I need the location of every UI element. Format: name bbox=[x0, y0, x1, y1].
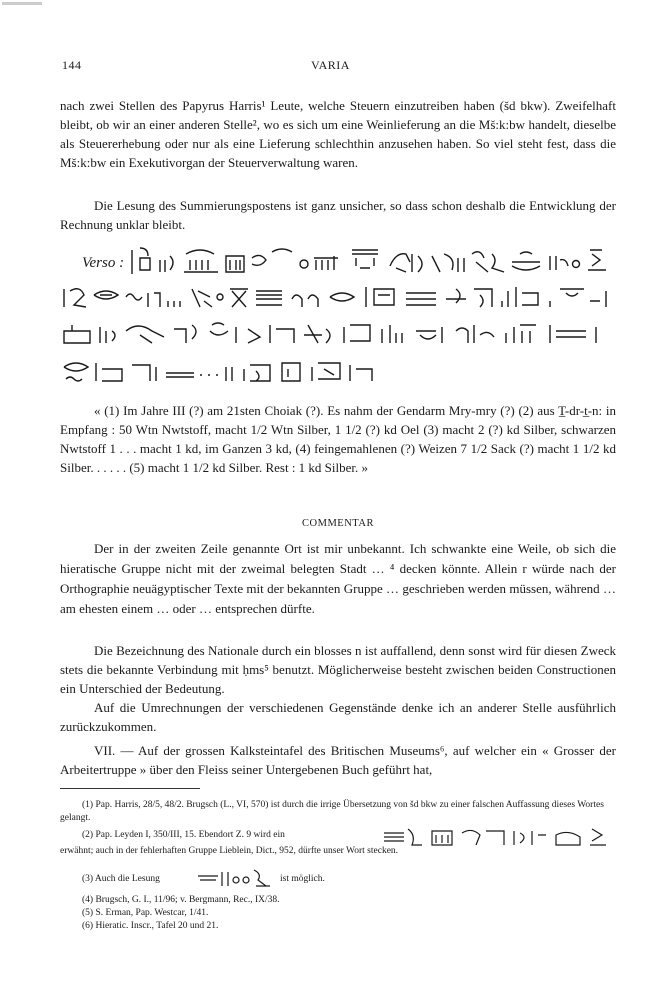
footnote-3-hieroglyphs bbox=[196, 866, 276, 895]
footnote-5: (5) S. Erman, Pap. Westcar, 1/41. bbox=[82, 908, 209, 918]
footnote-2-continued: erwähnt; auch in der fehlerhaften Gruppe Lieblein, Dict., 952, dürfte unser Wort stecken. bbox=[60, 846, 399, 856]
hieroglyph-line-3-glyphs bbox=[60, 317, 616, 347]
footnote-2: (2) Pap. Leyden I, 350/III, 15. Ebendort Z. 9 wird ein bbox=[82, 830, 285, 840]
footnote-6: (6) Hieratic. Inscr., Tafel 20 und 21. bbox=[82, 921, 219, 931]
footnote-4: (4) Brugsch, G. I., 11/96; v. Bergmann, Rec., IX/38. bbox=[82, 895, 280, 905]
comment-paragraph-3: Auf die Umrechnungen der verschiedenen Gegenstände denke ich an anderer Stelle ausführlich zurückzukommen. bbox=[60, 700, 616, 734]
footnote-3: (3) Auch die Lesung bbox=[82, 874, 160, 884]
translation-paragraph: « (1) Im Jahre III (?) am 21sten Choiak (?). Es nahm der Gendarm Mry-mry (?) (2) aus T̲-dr-t̲-n: in Empfang : 50 Wtn Nwtstoff, macht 1/2 Wtn Silber, 1 1/2 (?) kd Oel (3) macht 2 (?) kd Silber, schwarzen Nwtstoff 1 . . . macht 1 kd, im Ganzen 3 kd, (4) feingemahlenen (?) Weizen 7 1/2 Sack (?) macht 1 1/2 kd Silber. . . . . . (5) macht 1 1/2 kd Silber. Rest : 1 kd Silber. » bbox=[60, 403, 616, 475]
footnote-rule bbox=[60, 788, 200, 789]
hieroglyph-line-1-glyphs bbox=[60, 244, 616, 278]
hieroglyph-line-1 bbox=[60, 244, 616, 274]
running-title: VARIA bbox=[311, 58, 350, 72]
hieroglyph-line-2 bbox=[60, 281, 616, 311]
paragraph-2: Die Lesung des Summierungspostens ist ganz unsicher, so dass schon deshalb die Entwicklung der Rechnung unklar bleibt. bbox=[60, 198, 616, 232]
hieroglyph-line-2-glyphs bbox=[60, 281, 616, 311]
comment-paragraph-1: Der in der zweiten Zeile genannte Ort ist mir unbekannt. Ich schwankte eine Weile, ob sich die hieratische Gruppe nicht mit der zweimal belegten Stadt … ⁴ decken könnte. Allein r würde nach der Orthographie neuägyptischer Texte mit der bekannten Gruppe … geschrieben werden müssen, während … am ehesten einem … oder … entsprechen dürfte. bbox=[60, 541, 616, 616]
section-heading-commentar: COMMENTAR bbox=[302, 518, 374, 529]
footnote-3-end: ist möglich. bbox=[280, 874, 325, 884]
verso-label: Verso : bbox=[82, 255, 125, 271]
comment-paragraph-2: Die Bezeichnung des Nationale durch ein blosses n ist auffallend, denn sonst wird für diesen Zweck stets die bekannte Verbindung mit ḥms⁵ benutzt. Möglicherweise besteht zwischen beiden Constructionen ein Unterschied der Bedeutung. bbox=[60, 643, 616, 696]
footnote-1: (1) Pap. Harris, 28/5, 48/2. Brugsch (L., VI, 570) ist durch die irrige Übersetzung von šd bkw zu einer falschen Auffassung dieses Wortes gelangt. bbox=[60, 800, 604, 823]
page-number: 144 bbox=[62, 58, 82, 72]
hieroglyph-line-4-glyphs bbox=[60, 355, 616, 385]
paragraph-1: nach zwei Stellen des Papyrus Harris¹ Leute, welche Steuern einzutreiben haben (šd bkw). Zweifelhaft bleibt, ob wir an einer anderen Stelle², wo es sich um eine Weinlieferung an die Mš:k:bw handelt, dieselbe als Steuererhebung oder nur als eine Lieferung schlechthin anzusehen haben. So viel steht fest, dass die Mš:k:bw ein Exekutivorgan der Steuerverwaltung waren. bbox=[60, 98, 616, 170]
section-7-paragraph: VII. — Auf der grossen Kalksteintafel des Britischen Museums⁶, auf welcher ein « Grosser der Arbeitertruppe » über den Fleiss seiner Untergebenen Buch geführt hat, bbox=[60, 743, 616, 777]
hieroglyph-line-4 bbox=[60, 355, 616, 385]
scan-artifact bbox=[2, 2, 42, 5]
footnote-3-glyphs bbox=[196, 866, 276, 890]
hieroglyph-line-3 bbox=[60, 317, 616, 347]
